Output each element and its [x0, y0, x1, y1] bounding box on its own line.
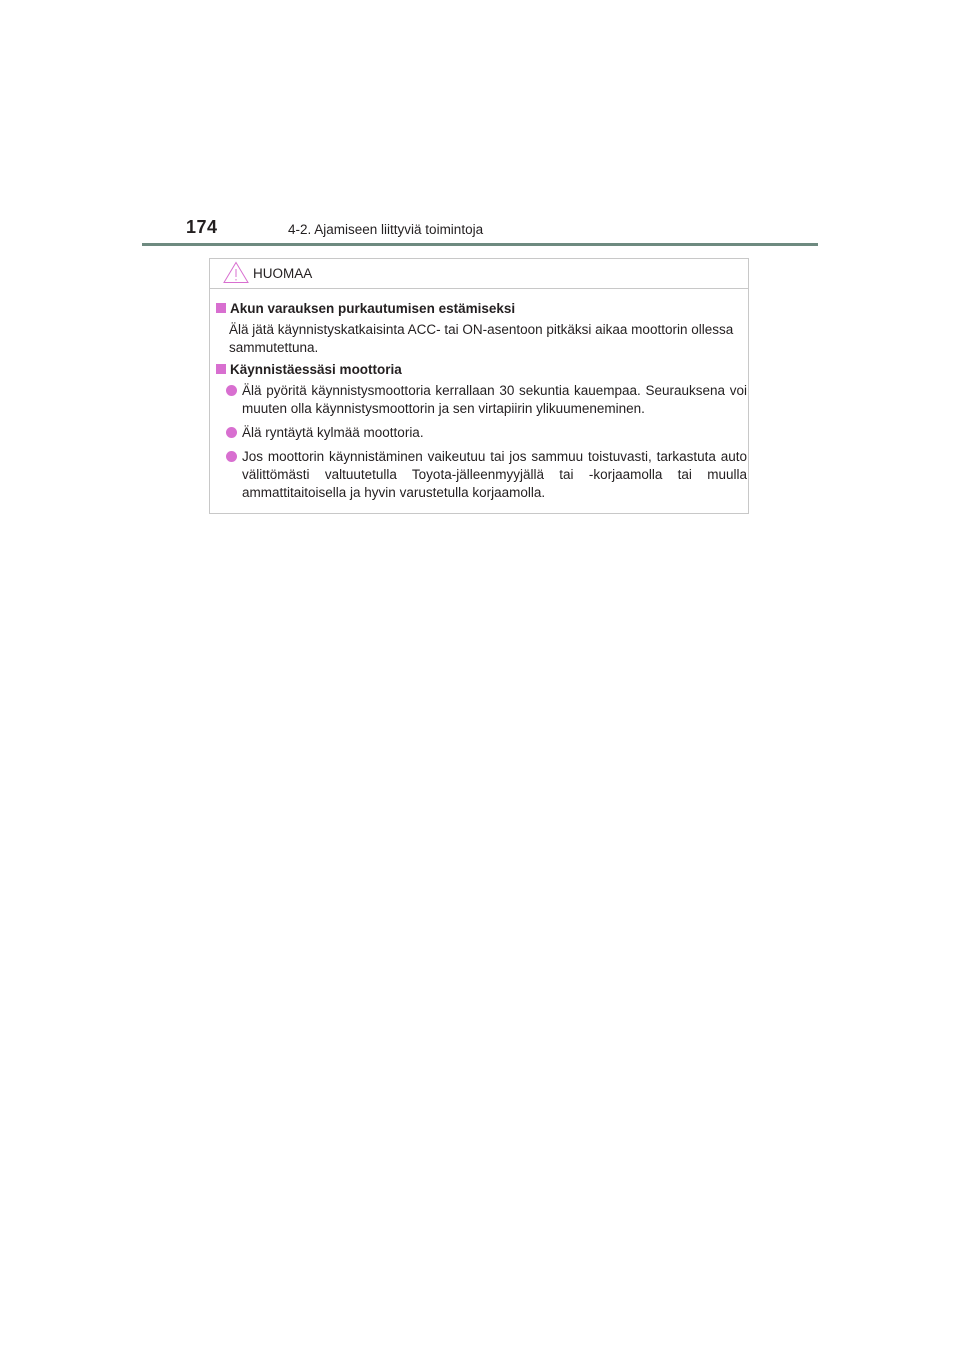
notice-box	[209, 258, 749, 514]
notice-label: HUOMAA	[253, 266, 313, 281]
square-bullet-icon	[216, 364, 226, 374]
bullet-dot-icon	[226, 427, 237, 438]
section-title: 4-2. Ajamiseen liittyviä toimintoja	[288, 222, 484, 237]
list-item-text: Älä pyöritä käynnistysmoottoria kerrallaan 30 sekuntia kauempaa. Seurauksena voi muuten olla käynnistysmoottorin ja sen virtapiirin ylikuumeneminen.	[242, 383, 747, 416]
paragraph-battery-drain: Älä jätä käynnistyskatkaisinta ACC- tai ON-asentoon pitkäksi aikaa moottorin ollessa sammutettuna.	[229, 322, 734, 355]
list-item-text: Älä ryntäytä kylmää moottoria.	[242, 425, 424, 440]
heading-starting-engine	[216, 362, 402, 377]
heading-starting-engine-text: Käynnistäessäsi moottoria	[230, 362, 402, 377]
bullet-dot-icon	[226, 451, 237, 462]
heading-battery-drain-text: Akun varauksen purkautumisen estämiseksi	[230, 301, 516, 316]
square-bullet-icon	[216, 303, 226, 313]
list-item	[224, 448, 747, 502]
heading-battery-drain	[216, 301, 515, 316]
page-header	[142, 214, 818, 244]
list-item	[224, 382, 747, 418]
bullet-dot-icon	[226, 385, 237, 396]
list-item	[224, 424, 747, 442]
header-rule	[142, 243, 818, 246]
notice-header	[210, 259, 748, 289]
list-item-text: Jos moottorin käynnistäminen vaikeutuu tai jos sammuu toistuvasti, tarkastuta auto välittömästi valtuutetulla Toyota-jälleenmyyjällä tai -korjaamolla tai muulla ammattitaitoisella ja hyvin varustetulla korjaamolla.	[242, 449, 747, 500]
warning-triangle-icon	[223, 261, 249, 284]
page-number: 174	[186, 217, 218, 237]
